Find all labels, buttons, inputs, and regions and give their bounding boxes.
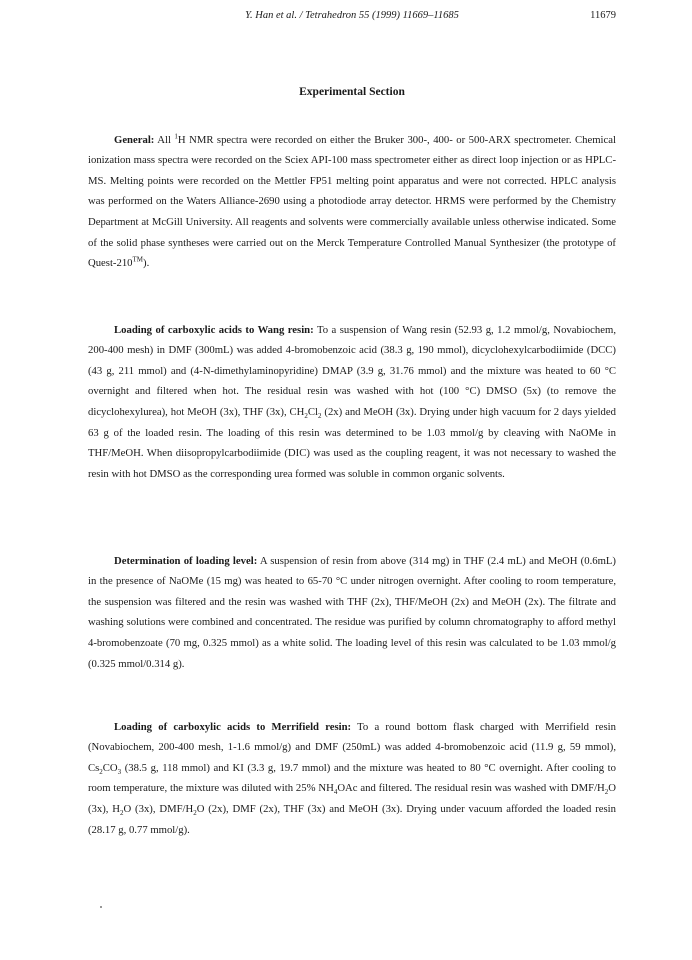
journal-citation: Y. Han et al. / Tetrahedron 55 (1999) 11669–11685 bbox=[245, 10, 459, 21]
determination-heading: Determination of loading level: bbox=[114, 554, 258, 567]
merrifield-heading: Loading of carboxylic acids to Merrifield resin: bbox=[114, 720, 352, 733]
general-text: All bbox=[154, 133, 175, 146]
subscript: 2 bbox=[120, 809, 124, 818]
subscript: 2 bbox=[604, 788, 609, 797]
subscript: 2 bbox=[317, 412, 322, 421]
merrifield-text: O (3x), H bbox=[88, 782, 616, 816]
merrifield-text: CO bbox=[102, 761, 118, 774]
merrifield-text: O (3x), DMF/H bbox=[123, 803, 194, 816]
trademark-superscript: TM bbox=[132, 255, 144, 264]
merrifield-text: OAc and filtered. The residual resin was washed with DMF/H bbox=[337, 782, 605, 795]
merrifield-text: To a round bottom flask charged with Merrifield resin (Novabiochem, 200-400 mesh, 1-1.6 mmol/g) and DMF (250mL) was added 4-bromobenzoic acid (11.9 g, 59 mmol), Cs bbox=[88, 720, 616, 774]
merrifield-paragraph bbox=[88, 717, 616, 841]
general-heading: General: bbox=[114, 133, 155, 146]
scan-speck bbox=[100, 906, 102, 908]
general-text: H NMR spectra were recorded on either the Bruker 300-, 400- or 500-ARX spectrometer. Chemical ionization mass spectra were recorded on the Sciex API-100 mass spectrometer either as direct loop injection or as HPLC-MS. Melting points were recorded on the Mettler FP51 melting point apparatus and were not corrected. HPLC analysis was performed on the Waters Alliance-2690 using a photodiode array detector. HRMS were performed by the Chemistry Department at McGill University. All reagents and solvents were commercially available unless otherwise indicated. Some of the solid phase syntheses were carried out on the Merck Temperature Controlled Manual Synthesizer (the prototype of Quest-210 bbox=[88, 133, 616, 270]
subscript: 2 bbox=[193, 809, 197, 818]
wang-text: (2x) and MeOH (3x). Drying under high vacuum for 2 days yielded 63 g of the loaded resin. The loading of this resin was determined to be 1.03 mmol/g by cleaving with NaOMe in THF/MeOH. When diisopropylcarbodiimide (DIC) was used as the coupling reagent, it was not necessary to washed the resin with hot DMSO as the corresponding urea formed was soluble in common organic solvents. bbox=[88, 406, 616, 480]
wang-heading: Loading of carboxylic acids to Wang resin: bbox=[114, 323, 314, 336]
merrifield-text: O (2x), DMF (2x), THF (3x) and MeOH (3x). Drying under vacuum afforded the loaded resin (28.17 g, 0.77 mmol/g). bbox=[88, 803, 616, 836]
general-text: ). bbox=[143, 257, 150, 270]
wang-text: Cl bbox=[307, 406, 318, 419]
determination-text: A suspension of resin from above (314 mg) in THF (2.4 mL) and MeOH (0.6mL) in the presence of NaOMe (15 mg) was heated to 65-70 °C under nitrogen overnight. After cooling to room temperature, the suspension was filtered and the resin was washed with THF (2x), THF/MeOH (2x) and MeOH (2x). The filtrate and washing solutions were combined and concentrated. The residue was purified by column chromatography to afford methyl 4-bromobenzoate (70 mg, 0.325 mmol) as a white solid. The loading level of this resin was calculated to be 1.03 mmol/g (0.325 mmol/0.314 g). bbox=[88, 554, 616, 670]
merrifield-text: (38.5 g, 118 mmol) and KI (3.3 g, 19.7 mmol) and the mixture was heated to 80 °C overnight. After cooling to room temperature, the mixture was diluted with 25% NH bbox=[88, 761, 616, 795]
subscript: 2 bbox=[304, 412, 308, 421]
wang-paragraph bbox=[88, 320, 616, 485]
determination-paragraph bbox=[88, 551, 616, 675]
general-paragraph bbox=[88, 130, 616, 274]
subscript: 4 bbox=[333, 788, 338, 797]
wang-text: To a suspension of Wang resin (52.93 g, 1.2 mmol/g, Novabiochem, 200-400 mesh) in DMF (300mL) was added 4-bromobenzoic acid (38.3 g, 190 mmol), dicyclohexylcarbodiimide (DCC) (43 g, 211 mmol) and (4-N-dimethylaminopyridine) DMAP (3.9 g, 31.76 mmol) and the mixture was heated to 60 °C overnight and filtered when hot. The residual resin was washed with hot (100 °C) DMSO (5x) (to remove the dicyclohexylurea), hot MeOH (3x), THF (3x), CH bbox=[88, 323, 616, 419]
subscript: 3 bbox=[117, 768, 122, 777]
running-header bbox=[88, 10, 616, 26]
nmr-superscript: 1 bbox=[174, 132, 178, 141]
page-number: 11679 bbox=[590, 10, 616, 21]
section-title: Experimental Section bbox=[299, 86, 405, 98]
subscript: 2 bbox=[99, 768, 103, 777]
